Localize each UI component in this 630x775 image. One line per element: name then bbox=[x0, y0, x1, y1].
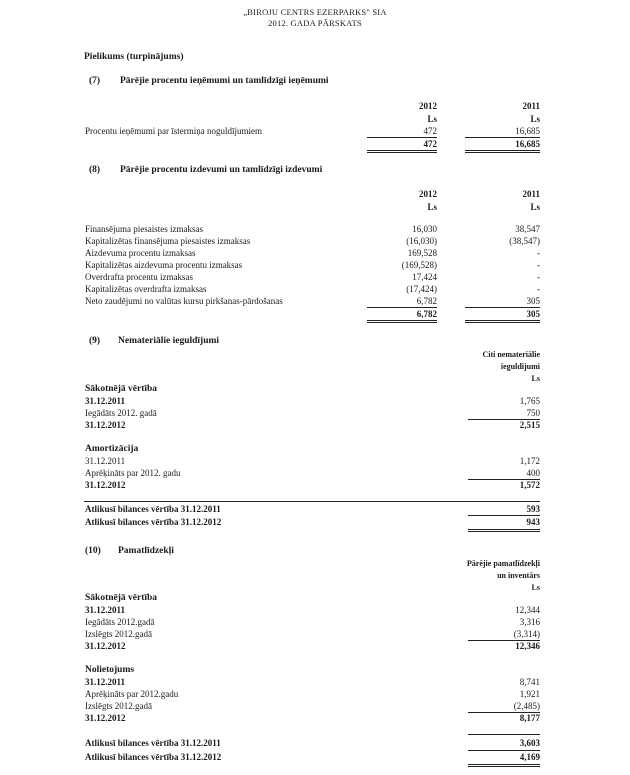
value-2011: - bbox=[537, 248, 540, 258]
row-label: Iegādāts 2012. gadā bbox=[85, 408, 157, 418]
divider bbox=[367, 137, 437, 138]
note-10-number: (10) bbox=[85, 546, 101, 556]
row-label: 31.12.2012 bbox=[85, 641, 126, 651]
note-7-title: Pārējie procentu ieņēmumi un tamlīdzīgi ieņēmumi bbox=[120, 76, 329, 86]
net-book-value-label: Atlikusī bilances vērtība 31.12.2012 bbox=[85, 752, 222, 762]
value-2012: 16,030 bbox=[412, 224, 437, 234]
row-label: Aprēķināts par 2012. gadu bbox=[85, 468, 181, 478]
row-label: Izslēgts 2012.gadā bbox=[85, 629, 152, 639]
row-label: 31.12.2012 bbox=[85, 420, 126, 430]
group-title: Sākotnējā vērtība bbox=[85, 593, 158, 603]
currency-2012: Ls bbox=[427, 202, 437, 212]
value: 12,344 bbox=[515, 605, 540, 615]
column-currency: Ls bbox=[531, 583, 540, 592]
row-label: Kapitalizētas finansējuma piesaistes izmaksas bbox=[85, 236, 251, 246]
value-2011: - bbox=[537, 284, 540, 294]
row-label: Iegādāts 2012.gadā bbox=[85, 617, 155, 627]
divider bbox=[468, 766, 540, 767]
divider bbox=[367, 152, 437, 153]
value-2012: 169,528 bbox=[407, 248, 437, 258]
divider bbox=[465, 322, 540, 323]
row-label: 31.12.2011 bbox=[85, 605, 126, 615]
row-label: Izslēgts 2012.gadā bbox=[85, 701, 152, 711]
note-9-title: Nemateriālie ieguldījumi bbox=[118, 336, 220, 346]
column-header: ieguldījumi bbox=[500, 362, 540, 371]
value-2012: 17,424 bbox=[412, 272, 437, 282]
row-label: Aprēķināts par 2012.gadu bbox=[85, 689, 179, 699]
divider bbox=[367, 150, 437, 151]
column-currency: Ls bbox=[531, 374, 540, 383]
note-10-title: Pamatlīdzekļi bbox=[118, 546, 174, 556]
net-book-value: 593 bbox=[526, 504, 540, 514]
year-2012-header: 2012 bbox=[419, 101, 437, 111]
row-label: Finansējuma piesaistes izmaksas bbox=[85, 224, 203, 234]
value-2011: 305 bbox=[526, 296, 540, 306]
column-header: Pārējie pamatlīdzekļi bbox=[466, 559, 540, 568]
net-book-value-label: Atlikusī bilances vērtība 31.12.2011 bbox=[85, 504, 221, 514]
row-label: Procentu ieņēmumi par īstermiņa noguldījumiem bbox=[85, 126, 262, 136]
divider bbox=[84, 501, 540, 502]
row-label: 31.12.2011 bbox=[85, 677, 126, 687]
row-label: Neto zaudējumi no valūtas kursu pirkšanas-pārdošanas bbox=[85, 296, 283, 306]
group-title: Nolietojums bbox=[85, 665, 135, 675]
value-2011: 16,685 bbox=[515, 126, 540, 136]
row-label: 31.12.2011 bbox=[85, 456, 126, 466]
value: 8,741 bbox=[519, 677, 540, 687]
value-2012: (169,528) bbox=[401, 260, 437, 270]
value-2011: - bbox=[537, 272, 540, 282]
divider bbox=[465, 150, 540, 151]
currency-2011: Ls bbox=[530, 202, 540, 212]
row-label: 31.12.2012 bbox=[85, 713, 126, 723]
value-2011: 38,547 bbox=[515, 224, 540, 234]
value: 1,921 bbox=[519, 689, 540, 699]
value: 3,316 bbox=[519, 617, 540, 627]
divider bbox=[465, 137, 540, 138]
row-label: 31.12.2011 bbox=[85, 396, 126, 406]
company-title: „BIROJU CENTRS EZERPARKS" SIA bbox=[243, 7, 387, 17]
divider bbox=[468, 515, 540, 516]
group-title: Sākotnējā vērtība bbox=[85, 384, 158, 394]
note-8-title: Pārējie procentu izdevumi un tamlīdzīgi izdevumi bbox=[120, 165, 323, 175]
note-7-number: (7) bbox=[89, 76, 101, 86]
value-2012: 6,782 bbox=[416, 296, 437, 306]
total-2011: 16,685 bbox=[515, 139, 540, 149]
value: 400 bbox=[526, 468, 540, 478]
total-2012: 6,782 bbox=[416, 309, 437, 319]
value-2012: (17,424) bbox=[406, 284, 437, 294]
divider bbox=[367, 320, 437, 321]
year-2012-header: 2012 bbox=[419, 189, 437, 199]
value: 750 bbox=[526, 408, 540, 418]
divider bbox=[465, 307, 540, 308]
net-book-value: 3,603 bbox=[519, 738, 540, 748]
year-2011-header: 2011 bbox=[522, 189, 540, 199]
row-label: 31.12.2012 bbox=[85, 480, 126, 490]
divider bbox=[367, 322, 437, 323]
value-2011: - bbox=[537, 260, 540, 270]
divider bbox=[367, 307, 437, 308]
report-title: 2012. GADA PĀRSKATS bbox=[268, 18, 362, 28]
value-2011: (38,547) bbox=[509, 236, 540, 246]
total-2011: 305 bbox=[526, 309, 540, 319]
column-header: un inventārs bbox=[497, 571, 540, 580]
net-book-value: 943 bbox=[526, 517, 540, 527]
divider bbox=[468, 734, 540, 735]
divider bbox=[468, 764, 540, 765]
column-header: Citi nemateriālie bbox=[482, 350, 540, 359]
divider bbox=[465, 320, 540, 321]
row-label: Kapitalizētas aizdevuma procentu izmaksas bbox=[85, 260, 243, 270]
currency-2012: Ls bbox=[427, 114, 437, 124]
value: 2,515 bbox=[519, 420, 540, 430]
group-title: Amortizācija bbox=[85, 444, 139, 454]
row-label: Overdrafta procentu izmaksas bbox=[85, 272, 193, 282]
value: 1,572 bbox=[519, 480, 540, 490]
net-book-value-label: Atlikusī bilances vērtība 31.12.2011 bbox=[85, 738, 221, 748]
value: 12,346 bbox=[515, 641, 540, 651]
section-caption: Pielikums (turpinājums) bbox=[84, 52, 184, 62]
divider bbox=[468, 531, 540, 532]
value: (2,485) bbox=[513, 701, 540, 711]
divider bbox=[468, 750, 540, 751]
year-2011-header: 2011 bbox=[522, 101, 540, 111]
value-2012: 472 bbox=[423, 126, 437, 136]
total-2012: 472 bbox=[423, 139, 437, 149]
currency-2011: Ls bbox=[530, 114, 540, 124]
value: (3,314) bbox=[513, 629, 540, 639]
net-book-value-label: Atlikusī bilances vērtība 31.12.2012 bbox=[85, 517, 222, 527]
row-label: Aizdevuma procentu izmaksas bbox=[85, 248, 196, 258]
value: 1,172 bbox=[519, 456, 540, 466]
row-label: Kapitalizētas overdrafta izmaksas bbox=[85, 284, 207, 294]
note-9-number: (9) bbox=[89, 336, 101, 346]
value: 1,765 bbox=[519, 396, 540, 406]
value: 8,177 bbox=[519, 713, 540, 723]
divider bbox=[465, 152, 540, 153]
note-8-number: (8) bbox=[89, 165, 101, 175]
divider bbox=[468, 529, 540, 530]
net-book-value: 4,169 bbox=[519, 752, 540, 762]
value-2012: (16,030) bbox=[406, 236, 437, 246]
